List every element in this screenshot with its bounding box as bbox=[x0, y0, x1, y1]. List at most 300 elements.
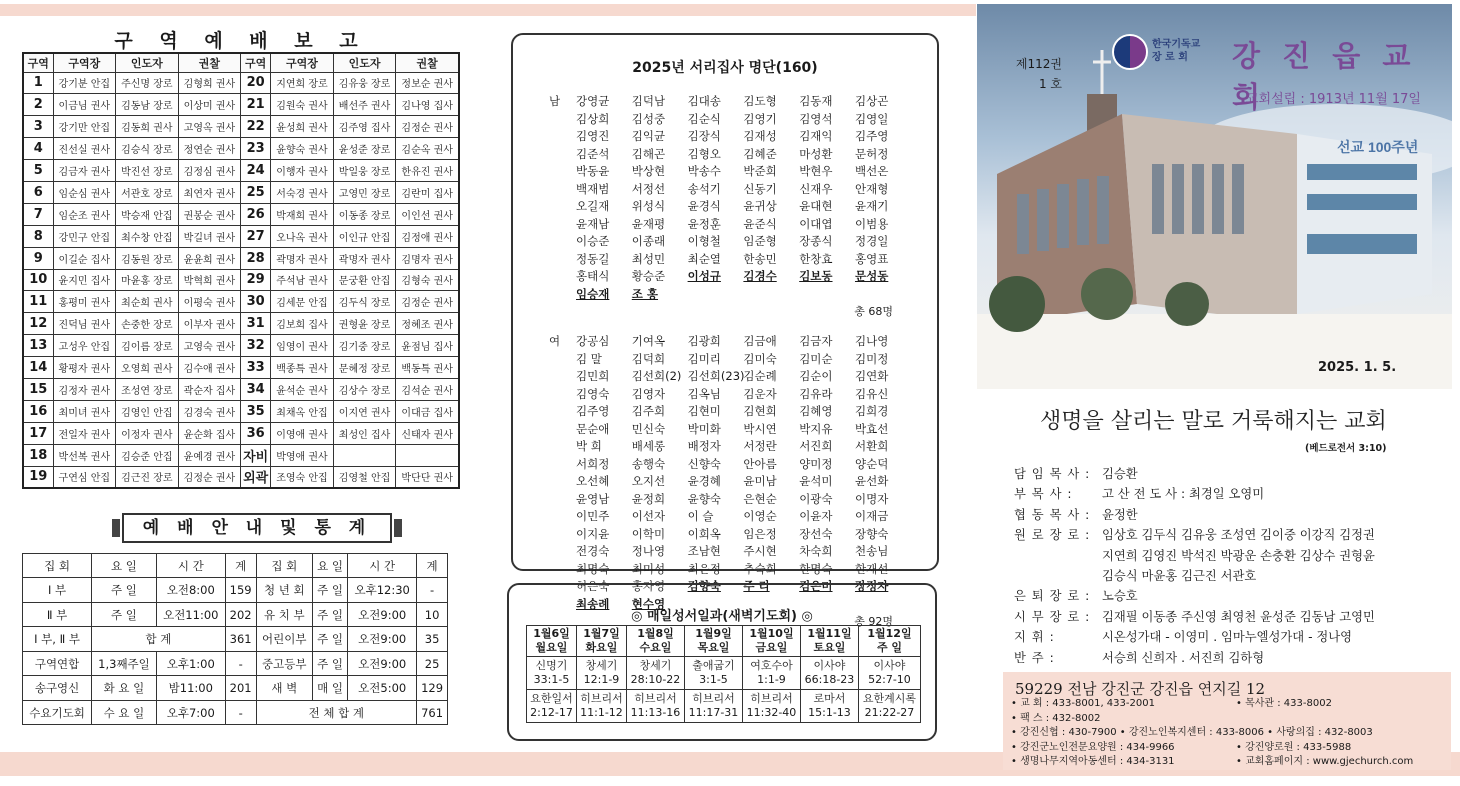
male-name: 신재우 bbox=[799, 181, 833, 196]
report-cell: 자비 bbox=[241, 444, 271, 466]
staff-row bbox=[1014, 464, 1444, 484]
female-name: 서희정 bbox=[576, 456, 610, 471]
bible-book: 창세기 bbox=[585, 659, 618, 672]
report-cell: 손중한 장로 bbox=[116, 313, 179, 335]
male-name: 김영일 bbox=[854, 111, 889, 126]
report-cell: 13 bbox=[23, 335, 53, 357]
male-name: 김대송 bbox=[687, 94, 721, 108]
bible-book: 여호수아 bbox=[750, 659, 793, 672]
female-name-row bbox=[555, 456, 937, 474]
male-name: 김영기 bbox=[743, 111, 777, 126]
staff-names: 임상호 김두식 김유웅 조성연 김이중 이강직 김정권 bbox=[1102, 528, 1375, 543]
services-cell: 오전9:00 bbox=[348, 602, 417, 627]
services-cell: 주 일 bbox=[312, 651, 347, 676]
bible-verse: 1:1-9 bbox=[757, 673, 786, 686]
report-cell: 김동원 장로 bbox=[116, 247, 179, 269]
male-name-row bbox=[555, 111, 937, 129]
bible-date: 1월12일 bbox=[867, 627, 912, 640]
report-cell: 문궁환 안집 bbox=[333, 269, 396, 291]
report-table bbox=[22, 52, 460, 489]
services-header: 시 간 bbox=[156, 553, 225, 578]
staff-names: 김승식 마윤홍 김근진 서관호 bbox=[1102, 569, 1257, 584]
male-name: 홍태식 bbox=[576, 269, 610, 283]
volume: 제112권 bbox=[1015, 57, 1062, 71]
report-cell: 서관호 장로 bbox=[116, 181, 179, 203]
female-name: 송행숙 bbox=[631, 456, 666, 471]
male-name-row bbox=[555, 216, 937, 234]
female-name: 최은정 bbox=[687, 561, 721, 576]
report-cell: 전일자 권사 bbox=[53, 422, 116, 444]
contact-row bbox=[1011, 697, 1451, 712]
report-row bbox=[23, 160, 459, 182]
report-cell: 김영철 안집 bbox=[333, 466, 396, 488]
male-name-row bbox=[555, 233, 937, 251]
report-row bbox=[23, 72, 459, 94]
bible-weekday: 월요일 bbox=[535, 641, 568, 654]
report-cell: 오나옥 권사 bbox=[271, 225, 334, 247]
female-name: 한명숙 bbox=[799, 561, 833, 576]
female-name: 김영숙 bbox=[576, 386, 610, 401]
female-name-row bbox=[555, 386, 937, 404]
report-cell: 3 bbox=[23, 116, 53, 138]
report-cell: 최성인 집사 bbox=[333, 422, 396, 444]
report-cell: 강기분 안집 bbox=[53, 72, 116, 94]
report-cell: 김순옥 권사 bbox=[396, 138, 459, 160]
female-name: 은현순 bbox=[743, 491, 777, 506]
services-header: 집 회 bbox=[256, 553, 312, 578]
bible-book: 요한계시록 bbox=[862, 692, 917, 705]
male-name: 윤대현 bbox=[799, 199, 833, 213]
male-name: 김보동 bbox=[799, 269, 833, 283]
report-header: 구역 bbox=[241, 53, 271, 72]
services-cell: Ⅱ 부 bbox=[23, 602, 92, 627]
male-name: 이범용 bbox=[854, 216, 889, 231]
bulletin-date: 2025. 1. 5. bbox=[1318, 360, 1397, 375]
report-cell: 외곽 bbox=[241, 466, 271, 488]
female-name: 윤영남 bbox=[576, 491, 610, 506]
bible-weekday: 수요일 bbox=[639, 641, 672, 654]
report-header: 구역 bbox=[23, 53, 53, 72]
report-cell: 이부자 권사 bbox=[178, 313, 241, 335]
services-cell: 오전9:00 bbox=[348, 651, 417, 676]
female-name: 현수영 bbox=[631, 596, 666, 611]
male-name: 김상희 bbox=[576, 111, 610, 126]
report-cell: 김이름 장로 bbox=[116, 335, 179, 357]
bible-verse: 11:32-40 bbox=[746, 706, 797, 719]
male-name: 이성규 bbox=[687, 269, 721, 283]
female-name-row bbox=[555, 333, 937, 351]
female-name: 이윤자 bbox=[799, 509, 833, 523]
report-header: 인도자 bbox=[333, 53, 396, 72]
established-date: 교회설립 : 1913년 11월 17일 bbox=[1246, 92, 1421, 107]
report-cell: 27 bbox=[241, 225, 271, 247]
female-name: 김현희 bbox=[743, 404, 777, 418]
female-name: 김금자 bbox=[799, 334, 833, 348]
bible-reading bbox=[742, 657, 800, 690]
report-row bbox=[23, 357, 459, 379]
bible-reading-row bbox=[527, 657, 921, 690]
bible-schedule bbox=[507, 583, 937, 741]
female-name: 양순덕 bbox=[854, 456, 889, 471]
male-section bbox=[549, 93, 937, 303]
male-name-row bbox=[555, 198, 937, 216]
report-cell: 박재희 권사 bbox=[271, 203, 334, 225]
report-cell: 곽명자 권사 bbox=[333, 247, 396, 269]
bible-reading bbox=[684, 657, 742, 690]
report-row bbox=[23, 444, 459, 466]
female-name-row bbox=[555, 438, 937, 456]
report-cell: 고영민 장로 bbox=[333, 181, 396, 203]
report-cell: 윤윤희 권사 bbox=[178, 247, 241, 269]
roster-title: 2025년 서리집사 명단(160) bbox=[632, 60, 818, 76]
report-cell: 이인규 안집 bbox=[333, 225, 396, 247]
report-cell: 임영이 권사 bbox=[271, 335, 334, 357]
male-name: 안재형 bbox=[854, 181, 889, 196]
report-cell: 20 bbox=[241, 72, 271, 94]
male-name: 정경일 bbox=[854, 234, 889, 248]
male-name: 임준형 bbox=[743, 234, 777, 248]
report-cell: 최수창 안집 bbox=[116, 225, 179, 247]
report-cell: 2 bbox=[23, 94, 53, 116]
services-cell: 수요기도회 bbox=[23, 700, 92, 725]
staff-names: 윤정한 bbox=[1102, 507, 1138, 522]
report-section bbox=[22, 30, 460, 725]
report-cell: 권봉순 권사 bbox=[178, 203, 241, 225]
report-cell: 박진선 장로 bbox=[116, 160, 179, 182]
report-row bbox=[23, 225, 459, 247]
report-cell: 이인선 권사 bbox=[396, 203, 459, 225]
report-cell: 14 bbox=[23, 357, 53, 379]
services-cell: 유 치 부 bbox=[256, 602, 312, 627]
contact-item: • 강진신협 : 430-7900 • 강진노인복지센터 : 433-8006 • 사랑의집 : 432-8003 bbox=[1011, 727, 1373, 738]
bible-book: 이사야 bbox=[873, 659, 906, 672]
report-cell: 박길녀 권사 bbox=[178, 225, 241, 247]
male-name: 윤경식 bbox=[687, 199, 721, 213]
bible-reading bbox=[800, 657, 858, 690]
male-name bbox=[855, 286, 911, 304]
female-name: 김혜영 bbox=[799, 404, 833, 418]
bible-day bbox=[527, 626, 577, 657]
report-cell: 김영인 안집 bbox=[116, 400, 179, 422]
staff-names: 시온성가대 - 이영미 . 임마누엘성가대 - 정나영 bbox=[1102, 630, 1353, 645]
report-header: 권찰 bbox=[396, 53, 459, 72]
report-cell: 백종특 권사 bbox=[271, 357, 334, 379]
report-cell: 33 bbox=[241, 357, 271, 379]
report-row bbox=[23, 313, 459, 335]
services-cell: 129 bbox=[417, 676, 448, 701]
bible-date: 1월6일 bbox=[533, 627, 570, 640]
services-cell: Ⅰ 부, Ⅱ 부 bbox=[23, 627, 92, 652]
male-name: 박상현 bbox=[631, 164, 666, 178]
bible-reading bbox=[858, 690, 920, 723]
female-count: 총 92명 bbox=[854, 615, 893, 628]
male-name: 장종식 bbox=[799, 234, 833, 248]
report-header: 인도자 bbox=[116, 53, 179, 72]
male-name: 박동윤 bbox=[576, 164, 610, 178]
male-name: 문성동 bbox=[854, 269, 889, 283]
report-cell: 홍평미 권사 bbox=[53, 291, 116, 313]
female-name: 신향숙 bbox=[687, 456, 721, 471]
report-header: 구역장 bbox=[53, 53, 116, 72]
services-cell: 201 bbox=[225, 676, 256, 701]
report-cell: 김형숙 권사 bbox=[396, 269, 459, 291]
female-name: 이민주 bbox=[576, 509, 610, 523]
report-cell: 문혜정 장로 bbox=[333, 357, 396, 379]
female-name: 김미숙 bbox=[743, 351, 777, 366]
report-cell: 김유웅 장로 bbox=[333, 72, 396, 94]
male-name: 서정선 bbox=[631, 181, 666, 196]
female-name: 윤석미 bbox=[799, 474, 833, 488]
report-cell: 정보순 권사 bbox=[396, 72, 459, 94]
male-name: 이형철 bbox=[687, 234, 721, 248]
female-name: 허은숙 bbox=[576, 579, 610, 593]
female-name: 박 희 bbox=[576, 439, 602, 453]
staff-row bbox=[1014, 627, 1444, 647]
female-name: 서환희 bbox=[854, 439, 889, 453]
female-name: 민신숙 bbox=[631, 421, 666, 436]
staff-list bbox=[1014, 464, 1444, 668]
bible-book: 히브리서 bbox=[692, 692, 735, 705]
services-cell: 오후1:00 bbox=[156, 651, 225, 676]
female-name: 강공심 bbox=[576, 334, 610, 348]
female-name-row bbox=[555, 368, 937, 386]
report-cell: 황평자 권사 bbox=[53, 357, 116, 379]
female-name: 김주영 bbox=[576, 404, 610, 418]
staff-row bbox=[1014, 546, 1444, 566]
svg-text:선교 100주년: 선교 100주년 bbox=[1337, 139, 1419, 155]
services-cell: 중고등부 bbox=[256, 651, 312, 676]
report-cell: 24 bbox=[241, 160, 271, 182]
female-name: 윤미남 bbox=[743, 474, 777, 488]
male-name: 윤귀상 bbox=[743, 199, 777, 213]
female-name: 김유신 bbox=[854, 386, 889, 401]
female-name: 조남현 bbox=[687, 544, 721, 558]
report-cell: 21 bbox=[241, 94, 271, 116]
services-row bbox=[23, 651, 448, 676]
bible-weekday: 목요일 bbox=[697, 641, 730, 654]
female-name: 장향숙 bbox=[854, 526, 889, 541]
denomination bbox=[1152, 38, 1200, 64]
male-name: 윤준식 bbox=[743, 216, 777, 231]
staff-row bbox=[1014, 525, 1444, 545]
report-cell: 이상미 권사 bbox=[178, 94, 241, 116]
report-cell bbox=[333, 444, 396, 466]
report-row bbox=[23, 378, 459, 400]
female-name: 양미정 bbox=[799, 456, 833, 471]
male-name-row bbox=[555, 181, 937, 199]
male-name-row bbox=[555, 128, 937, 146]
male-name: 김재성 bbox=[743, 129, 777, 143]
male-name bbox=[743, 286, 799, 304]
report-row bbox=[23, 94, 459, 116]
report-row bbox=[23, 466, 459, 488]
staff-names: 서승희 신희자 . 서진희 김하형 bbox=[1102, 650, 1265, 665]
report-cell: 김세문 안집 bbox=[271, 291, 334, 313]
male-name: 위성식 bbox=[631, 199, 666, 213]
report-cell: 구연심 안집 bbox=[53, 466, 116, 488]
report-cell: 박혁희 권사 bbox=[178, 269, 241, 291]
report-cell: 이영애 권사 bbox=[271, 422, 334, 444]
services-cell: 새 벽 bbox=[256, 676, 312, 701]
report-cell: 최미녀 권사 bbox=[53, 400, 116, 422]
female-name-row bbox=[555, 526, 937, 544]
services-cell: Ⅰ 부 bbox=[23, 578, 92, 603]
services-cell: - bbox=[225, 700, 256, 725]
female-name: 김미리 bbox=[687, 351, 721, 366]
report-cell: 이대금 집사 bbox=[396, 400, 459, 422]
male-name: 김해곤 bbox=[631, 146, 666, 161]
male-name: 이승준 bbox=[576, 234, 610, 248]
male-name: 한창효 bbox=[799, 251, 833, 266]
report-cell: 18 bbox=[23, 444, 53, 466]
report-cell: 김명자 권사 bbox=[396, 247, 459, 269]
report-cell: 11 bbox=[23, 291, 53, 313]
staff-role: 부 목 사 : bbox=[1014, 487, 1073, 502]
report-cell: 강민구 안집 bbox=[53, 225, 116, 247]
female-name: 윤경혜 bbox=[687, 474, 721, 488]
report-cell: 진덕님 권사 bbox=[53, 313, 116, 335]
services-cell: - bbox=[225, 651, 256, 676]
male-name: 윤재남 bbox=[576, 216, 610, 231]
female-name: 전경숙 bbox=[576, 544, 610, 558]
bible-date: 1월9일 bbox=[695, 627, 732, 640]
bible-date: 1월8일 bbox=[637, 627, 674, 640]
services-header: 시 간 bbox=[348, 553, 417, 578]
services-table bbox=[22, 553, 448, 726]
contact-item: • 생명나무지역아동센터 : 434-3131 bbox=[1011, 756, 1175, 767]
female-name: 이영순 bbox=[743, 509, 777, 523]
male-name-row bbox=[555, 286, 937, 304]
bible-book: 히브리서 bbox=[634, 692, 677, 705]
report-row bbox=[23, 400, 459, 422]
male-name: 윤재기 bbox=[854, 199, 889, 213]
female-name: 추숙희 bbox=[743, 561, 777, 576]
male-name-row bbox=[555, 146, 937, 164]
male-name: 김덕남 bbox=[631, 94, 666, 108]
female-name: 박시연 bbox=[743, 421, 777, 436]
male-name: 마성환 bbox=[799, 146, 833, 161]
services-header: 계 bbox=[225, 553, 256, 578]
report-cell: 김경숙 권사 bbox=[178, 400, 241, 422]
report-cell: 지연희 장로 bbox=[271, 72, 334, 94]
contact-row bbox=[1011, 755, 1451, 770]
female-name-row bbox=[555, 543, 937, 561]
bible-reading bbox=[684, 690, 742, 723]
report-cell: 고영옥 권사 bbox=[178, 116, 241, 138]
report-cell: 22 bbox=[241, 116, 271, 138]
female-name: 김영자 bbox=[631, 386, 666, 401]
report-cell: 김동남 장로 bbox=[116, 94, 179, 116]
male-name bbox=[799, 286, 855, 304]
report-cell: 5 bbox=[23, 160, 53, 182]
bible-reading bbox=[858, 657, 920, 690]
report-cell: 윤석순 권사 bbox=[271, 378, 334, 400]
bible-book: 이사야 bbox=[813, 659, 846, 672]
church-motto: 생명을 살리는 말로 거룩해지는 교회 bbox=[1040, 409, 1387, 434]
female-name: 주시현 bbox=[743, 544, 777, 558]
bible-day bbox=[576, 626, 626, 657]
report-cell: 이지연 권사 bbox=[333, 400, 396, 422]
bible-book: 요한일서 bbox=[530, 692, 573, 705]
bible-reading bbox=[626, 690, 684, 723]
services-cell: 화 요 일 bbox=[92, 676, 157, 701]
report-cell: 김형희 권사 bbox=[178, 72, 241, 94]
staff-role bbox=[1014, 566, 1102, 586]
female-name: 오선혜 bbox=[576, 474, 610, 488]
male-name: 김상곤 bbox=[854, 94, 889, 108]
staff-names: 노승호 bbox=[1102, 589, 1138, 604]
bible-table bbox=[526, 625, 921, 723]
female-name: 이학미 bbox=[631, 526, 666, 541]
report-cell: 정혜조 권사 bbox=[396, 313, 459, 335]
female-name: 윤선화 bbox=[854, 474, 889, 488]
male-name: 김재익 bbox=[799, 129, 833, 143]
staff-role: 지 휘 : bbox=[1014, 630, 1055, 645]
bible-date: 1월11일 bbox=[807, 627, 852, 640]
female-name: 이지윤 bbox=[576, 526, 610, 541]
volume-info bbox=[1006, 54, 1062, 94]
report-cell: 고성우 안집 bbox=[53, 335, 116, 357]
bible-weekday: 주 일 bbox=[876, 641, 903, 654]
services-cell: 159 bbox=[225, 578, 256, 603]
report-title: 구 역 예 배 보 고 bbox=[114, 30, 368, 52]
services-cell: 송구영신 bbox=[23, 676, 92, 701]
services-cell: 주 일 bbox=[92, 578, 157, 603]
contact-item: • 교 회 : 433-8001, 433-2001 bbox=[1011, 698, 1155, 709]
bible-verse: 11:1-12 bbox=[580, 706, 623, 719]
report-cell: 김주영 집사 bbox=[333, 116, 396, 138]
church-logo-icon bbox=[1112, 34, 1148, 70]
report-cell: 윤예경 권사 bbox=[178, 444, 241, 466]
services-cell: 매 일 bbox=[312, 676, 347, 701]
female-name: 장정자 bbox=[854, 579, 889, 593]
female-name: 이선자 bbox=[631, 509, 666, 523]
report-cell: 이행자 권사 bbox=[271, 160, 334, 182]
services-cell: 202 bbox=[225, 602, 256, 627]
report-cell: 김수애 권사 bbox=[178, 357, 241, 379]
report-cell: 김상수 장로 bbox=[333, 378, 396, 400]
bible-verse: 21:22-27 bbox=[864, 706, 915, 719]
contact-info bbox=[1011, 697, 1451, 770]
bible-verse: 28:10-22 bbox=[630, 673, 681, 686]
bible-weekday: 금요일 bbox=[755, 641, 788, 654]
bible-day bbox=[742, 626, 800, 657]
male-name: 한송민 bbox=[743, 251, 777, 266]
female-name-row bbox=[555, 508, 937, 526]
report-cell: 신태자 권사 bbox=[396, 422, 459, 444]
report-cell: 34 bbox=[241, 378, 271, 400]
bible-day bbox=[684, 626, 742, 657]
services-cell: 주 일 bbox=[312, 602, 347, 627]
report-cell: 윤지민 집사 bbox=[53, 269, 116, 291]
services-cell: 주 일 bbox=[312, 627, 347, 652]
bible-day bbox=[626, 626, 684, 657]
female-name: 오지선 bbox=[631, 474, 666, 488]
contact-item: • 교회홈페이지 : www.gjechurch.com bbox=[1236, 756, 1414, 767]
services-cell: 청 년 회 bbox=[256, 578, 312, 603]
report-cell: 박일웅 장로 bbox=[333, 160, 396, 182]
services-cell: 어린이부 bbox=[256, 627, 312, 652]
report-cell: 한유진 권사 bbox=[396, 160, 459, 182]
staff-row bbox=[1014, 505, 1444, 525]
bible-book: 히브리서 bbox=[750, 692, 793, 705]
male-name: 신동기 bbox=[743, 181, 777, 196]
bible-verse: 33:1-5 bbox=[533, 673, 570, 686]
bible-verse: 52:7-10 bbox=[868, 673, 911, 686]
report-cell: 김정순 권사 bbox=[396, 291, 459, 313]
services-cell: 761 bbox=[417, 700, 448, 725]
report-cell: 26 bbox=[241, 203, 271, 225]
